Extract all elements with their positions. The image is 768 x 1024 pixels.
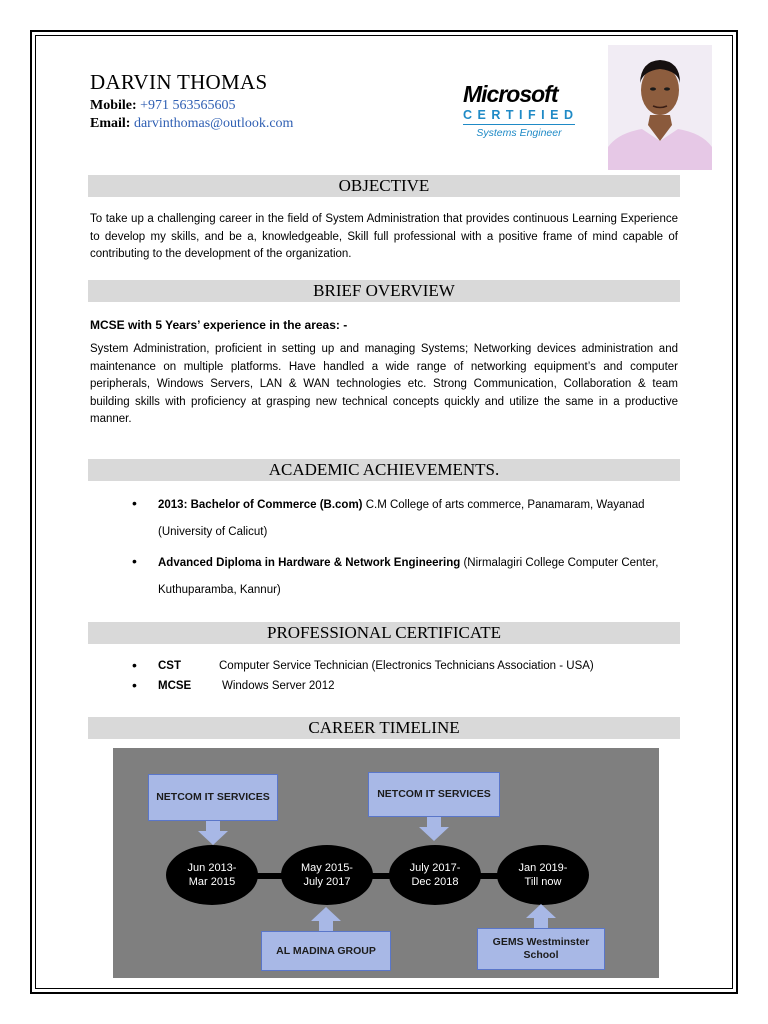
overview-subheading: MCSE with 5 Years’ experience in the areas: - (90, 318, 348, 332)
certificates-heading: PROFESSIONAL CERTIFICATE (88, 622, 680, 644)
mobile-label: Mobile: (90, 98, 137, 113)
timeline-period: Jun 2013- Mar 2015 (166, 845, 258, 905)
arrow-up-icon (311, 907, 341, 931)
arrow-down-icon (419, 817, 449, 841)
timeline-period: Jan 2019- Till now (497, 845, 589, 905)
logo-subtitle: Systems Engineer (476, 127, 562, 139)
logo-certified: CERTIFIED (463, 108, 579, 122)
overview-heading: BRIEF OVERVIEW (88, 280, 680, 302)
academic-item-title: Advanced Diploma in Hardware & Network Engineering (158, 557, 461, 569)
company-box: AL MADINA GROUP (261, 931, 391, 971)
academic-item-detail: C.M College of arts commerce, Panamaram, Wayanad (University of Calicut) (158, 499, 645, 538)
bullet-dot: • (132, 657, 137, 673)
bullet-dot: • (132, 495, 137, 511)
email-label: Email: (90, 116, 131, 131)
objective-text: To take up a challenging career in the field of System Administration that provides continuous Learning Experience to develop my skills, and be a, knowledgeable, Skill full professional with a positive frame of mind capable of contributing to the development of the organization. (90, 213, 678, 260)
logo-brand: Microsoft (463, 81, 558, 107)
mobile-line (90, 98, 236, 114)
overview-text: System Administration, proficient in setting up and managing Systems; Networking devices administration and maintenance on multiple platforms. Have handled a wide range of networking equipment’s and computer peripherals, Windows Servers, LAN & WAN technologies etc. Strong Communication, Collaboration & team building skills with proficiency at grasping new technical concepts quickly and utilize the same in a productive manner. (90, 343, 678, 425)
bullet-dot: • (132, 677, 137, 693)
email-value: darvinthomas@outlook.com (133, 116, 294, 131)
timeline-period: July 2017- Dec 2018 (389, 845, 481, 905)
academic-item-title: 2013: Bachelor of Commerce (B.com) (158, 499, 363, 511)
certificate-desc: Computer Service Technician (Electronics Technicians Association - USA) (219, 660, 594, 672)
candidate-name: DARVIN THOMAS (90, 70, 268, 94)
objective-heading: OBJECTIVE (88, 175, 680, 197)
certificate-code: MCSE (158, 680, 192, 692)
arrow-down-icon (198, 821, 228, 845)
bullet-dot: • (132, 553, 137, 569)
timeline-period: May 2015- July 2017 (281, 845, 373, 905)
email-line (90, 116, 293, 132)
profile-photo (608, 45, 712, 170)
company-box: NETCOM IT SERVICES (148, 774, 278, 821)
certificate-code: CST (158, 660, 181, 672)
certificate-desc: Windows Server 2012 (222, 680, 335, 692)
logo-divider (463, 124, 575, 125)
academic-item (158, 492, 678, 546)
company-box: NETCOM IT SERVICES (368, 772, 500, 817)
timeline-heading: CAREER TIMELINE (88, 717, 680, 739)
mobile-value: +971 563565605 (140, 98, 236, 113)
academic-item (158, 550, 678, 604)
microsoft-certified-logo (463, 82, 578, 142)
company-box: GEMS Westminster School (477, 928, 605, 970)
academic-heading: ACADEMIC ACHIEVEMENTS. (88, 459, 680, 481)
academic-item-detail: (Nirmalagiri College Computer Center, Kuthuparamba, Kannur) (158, 557, 659, 596)
arrow-up-icon (526, 904, 556, 928)
